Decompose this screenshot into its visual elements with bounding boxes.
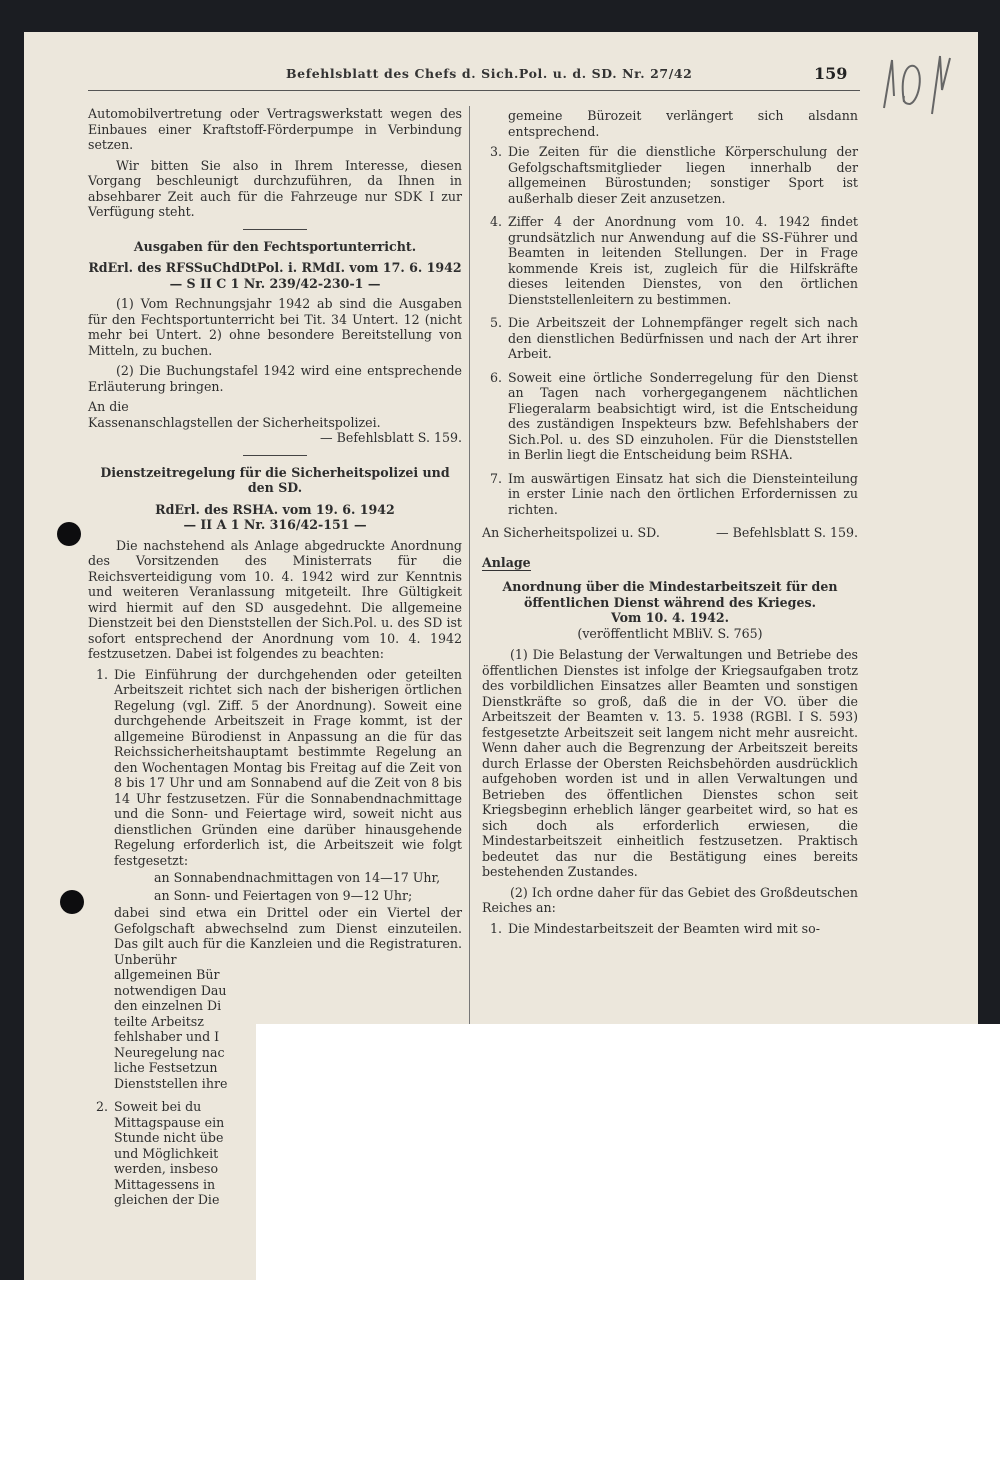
signature: — Befehlsblatt S. 159. — [716, 525, 858, 540]
intro-paragraph-2: Wir bitten Sie also in Ihrem Interesse, diesen Vorgang beschleunigt durchzuführen, da Ihnen in absehbarer Zeit auch für die Fahrzeuge nur SDK I zur Verfügung steht. — [88, 157, 462, 219]
list-number: 1. — [490, 920, 503, 936]
fecht-address-2: Kassenanschlagstellen der Sicherheitspolizei. — [88, 414, 381, 430]
list-text: Die Einführung der durchgehenden oder geteilten Arbeitszeit richtet sich nach der bisherigen örtlichen Regelung (vgl. Ziff. 5 der Anordnung). Soweit eine durchgehende Arbeitszeit in Frage kommt, ist der allgemeine Bürodienst in Anpassung an die für das Reichssicherheitshauptamt bestimmte Regelung an den Wochentagen Montag bis Freitag auf die Zeit von 8 bis 17 Uhr und am Sonnabend auf die Zeit von 8 bis 14 Uhr festzusetzen. Für die Sonnabendnachmittage und die Sonn- und Feiertage wird, soweit nicht aus dienstlichen Gründen eine darüber hinausgehende Regelung erforderlich ist, die Arbeitszeit wie folgt festgesetzt: — [114, 666, 462, 868]
handwritten-note — [870, 38, 960, 118]
list-number: 6. — [490, 369, 503, 385]
fecht-paragraph-1: (1) Vom Rechnungsjahr 1942 ab sind die Ausgaben für den Fechtsportunterricht bei Tit. 34 Untert. 12 (nicht mehr bei Untert. 2) ohne besondere Bereitstellung von Mitteln, zu buchen. — [88, 296, 462, 358]
fecht-title: Ausgaben für den Fechtsportunterricht. — [133, 238, 417, 254]
cut-line: und Möglichkeit — [114, 1145, 219, 1161]
cut-line: gleichen der Die — [114, 1192, 220, 1207]
dienst-ref-1: RdErl. des RSHA. vom 19. 6. 1942 — [155, 501, 395, 517]
cut-line: Dienststellen ihre — [114, 1075, 228, 1091]
list-number: 2. — [96, 1099, 109, 1114]
schedule-line-1: an Sonnabendnachmittagen von 14—17 Uhr, — [154, 870, 441, 885]
fecht-ref-2: — S II C 1 Nr. 239/42-230-1 — — [169, 275, 381, 291]
section-divider — [243, 229, 307, 230]
list-number: 7. — [490, 470, 503, 486]
fecht-address-1: An die — [88, 399, 129, 414]
anordnung-paragraph-1: (1) Die Belastung der Verwaltungen und Betriebe des öffentlichen Dienstes ist infolge der Kriegsaufgaben trotz des vorbildlichen Einsatzes aller Beamten und sonstigen Dienstkräfte so groß, daß die in der VO. über die Arbeitszeit der Beamten v. 13. 5. 1938 (RGBl. I S. 593) festgesetzte Arbeitszeit seit langem nicht mehr ausreicht. Wenn daher auch die Begrenzung der Arbeitszeit bereits durch Erlasse der Obersten Reichsbehörden ausdrücklich aufgehoben worden ist und in allen Verwaltungen und Betrieben des öffentlichen Dienstes schon seit Kriegsbeginn erheblich länger gearbeitet wird, so hat es sich doch als erforderlich erwiesen, die Mindestarbeitszeit einheitlich festzusetzen. Praktisch bedeutet das nur die Bestätigung eines bereits bestehenden Zustandes. — [482, 647, 858, 879]
address: An Sicherheitspolizei u. SD. — [482, 525, 660, 540]
list-item — [482, 471, 858, 518]
list-item — [482, 315, 858, 362]
anordnung-date: Vom 10. 4. 1942. — [611, 610, 729, 625]
blank-area — [256, 1024, 1000, 1477]
anlage-heading: Anlage — [482, 554, 531, 570]
punch-hole-lower — [60, 890, 84, 914]
right-column — [482, 108, 858, 944]
list-item — [482, 214, 858, 307]
dienst-title: Dienstzeitregelung für die Sicherheitspolizei und den SD. — [100, 464, 450, 495]
cut-line: den einzelnen Di — [114, 998, 222, 1013]
cut-line: Neuregelung nac — [114, 1044, 225, 1060]
cut-line: liche Festsetzun — [114, 1060, 218, 1075]
cut-line: werden, insbeso — [114, 1161, 219, 1176]
cut-line: fehlshaber und I — [114, 1029, 220, 1044]
cut-line: teilte Arbeitsz — [114, 1013, 204, 1029]
list-text: Soweit eine örtliche Sonderregelung für den Dienst an Tagen nach vorhergegangenem nächtlichen Fliegeralarm beabsichtigt wird, ist die Entscheidung des zuständigen Inspekteurs bzw. Befehlshabers der Sich.Pol. u. des SD einzuholen. Für die Dienststellen in Berlin liegt die Entscheidung beim RSHA. — [508, 369, 858, 462]
anordnung-publication: (veröffentlicht MBliV. S. 765) — [577, 625, 763, 641]
address-row — [482, 525, 858, 541]
cut-line: notwendigen Dau — [114, 982, 227, 998]
fecht-paragraph-2: (2) Die Buchungstafel 1942 wird eine entsprechende Erläuterung bringen. — [88, 363, 462, 394]
cut-line: Mittagessens in — [114, 1176, 216, 1192]
list-item — [482, 921, 858, 937]
list-text: Die Zeiten für die dienstliche Körperschulung der Gefolgschaftsmitglieder liegen innerhalb der allgemeinen Bürostunden; sonstiger Sport ist außerhalb dieser Zeit anzusetzen. — [508, 144, 858, 206]
continued-text: gemeine Bürozeit verlängert sich alsdann entsprechend. — [508, 108, 858, 139]
cut-line: Mittagspause ein — [114, 1114, 225, 1130]
list-item — [482, 144, 858, 206]
list-text-continued: dabei sind etwa ein Drittel oder ein Viertel der Gefolgschaft abwechselnd zum Dienst einzuteilen. Das gilt auch für die Kanzleien und die Registraturen. Unberühr — [114, 905, 462, 967]
list-text: Im auswärtigen Einsatz hat sich die Diensteinteilung in erster Linie nach den örtlichen Erfordernissen zu richten. — [508, 470, 858, 517]
cut-line: allgemeinen Bür — [114, 967, 220, 982]
dienst-paragraph-1: Die nachstehend als Anlage abgedruckte Anordnung des Vorsitzenden des Ministerrats für die Reichsverteidigung vom 10. 4. 1942 wird zur Kenntnis und weiteren Veranlassung mitgeteilt. Ihre Gültigkeit wird hiermit auf den SD ausgedehnt. Die allgemeine Dienstzeit bei den Dienststellen der Sich.Pol. u. des SD ist sofort entsprechend der Anordnung vom 10. 4. 1942 festzusetzen. Dabei ist folgendes zu beachten: — [88, 537, 462, 661]
list-text: Die Mindestarbeitszeit der Beamten wird mit so- — [508, 920, 820, 936]
page-number: 159 — [814, 64, 848, 83]
fecht-ref-1: RdErl. des RFSSuChdDtPol. i. RMdI. vom 17. 6. 1942 — [88, 260, 462, 275]
dienst-ref-2: — II A 1 Nr. 316/42-151 — — [183, 517, 367, 532]
intro-paragraph-1: Automobilvertretung oder Vertragswerkstatt wegen des Einbaues einer Kraftstoff-Förderpumpe in Verbindung setzen. — [88, 106, 462, 152]
list-text: Die Arbeitszeit der Lohnempfänger regelt sich nach den dienstlichen Bedürfnissen und nach der Art ihrer Arbeit. — [508, 315, 858, 361]
list-number: 1. — [96, 666, 109, 682]
list-number: 3. — [490, 144, 503, 159]
section-divider — [243, 455, 307, 456]
cut-line: Stunde nicht übe — [114, 1130, 224, 1145]
anordnung-title: Anordnung über die Mindestarbeitszeit für den öffentlichen Dienst während des Krieges. — [502, 579, 838, 610]
list-number: 5. — [490, 315, 503, 330]
header-rule — [88, 90, 860, 91]
running-header: Befehlsblatt des Chefs d. Sich.Pol. u. d. SD. Nr. 27/42 — [286, 66, 693, 81]
list-text: Ziffer 4 der Anordnung vom 10. 4. 1942 findet grundsätzlich nur Anwendung auf die SS-Führer und Beamten in leitenden Stellungen. Der in Frage kommende Kreis ist, zugleich für die Hilfskräfte dieses leitenden Dienstes, von den örtlichen Dienststellenleitern zu bestimmen. — [508, 214, 858, 307]
list-number: 4. — [490, 214, 503, 229]
cut-line: Soweit bei du — [114, 1099, 202, 1114]
punch-hole-upper — [57, 522, 81, 546]
schedule-line-2: an Sonn- und Feiertagen von 9—12 Uhr; — [154, 887, 413, 903]
anordnung-paragraph-2: (2) Ich ordne daher für das Gebiet des Großdeutschen Reiches an: — [482, 884, 858, 915]
fecht-signature: — Befehlsblatt S. 159. — [320, 430, 462, 445]
list-item — [482, 370, 858, 463]
